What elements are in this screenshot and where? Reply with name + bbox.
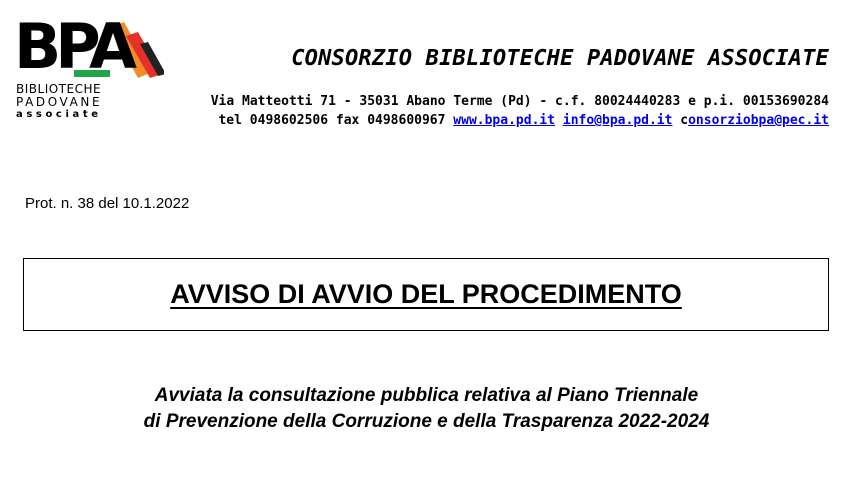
- subtitle-line-1: Avviata la consultazione pubblica relativa al Piano Triennale: [154, 385, 699, 406]
- logo-text-line3: associate: [16, 109, 102, 120]
- pec-prefix: c: [680, 113, 689, 128]
- address-line: Via Matteotti 71 - 35031 Abano Terme (Pd) - c.f. 80024440283 e p.i. 00153690284: [210, 94, 829, 109]
- website-link[interactable]: www.bpa.pd.it: [453, 113, 556, 128]
- protocol-number: Prot. n. 38 del 10.1.2022: [25, 195, 190, 212]
- logo-letters: BPA: [14, 10, 131, 83]
- email-link[interactable]: info@bpa.pd.it: [562, 113, 673, 128]
- organization-name: CONSORZIO BIBLIOTECHE PADOVANE ASSOCIATE: [291, 46, 829, 71]
- logo-text-line2: PADOVANE: [16, 95, 103, 109]
- contact-line: [218, 113, 829, 128]
- notice-title: AVVISO DI AVVIO DEL PROCEDIMENTO: [170, 279, 682, 309]
- logo-text-line1: BIBLIOTECHE: [16, 82, 102, 96]
- bpa-logo: [14, 10, 164, 122]
- phone-fax-text: tel 0498602506 fax 0498600967: [218, 113, 454, 128]
- subtitle-line-2: di Prevenzione della Corruzione e della Trasparenza 2022-2024: [143, 411, 710, 432]
- notice-title-box: [23, 258, 829, 331]
- pec-link[interactable]: onsorziobpa@pec.it: [688, 113, 829, 128]
- notice-subtitle: [0, 383, 853, 435]
